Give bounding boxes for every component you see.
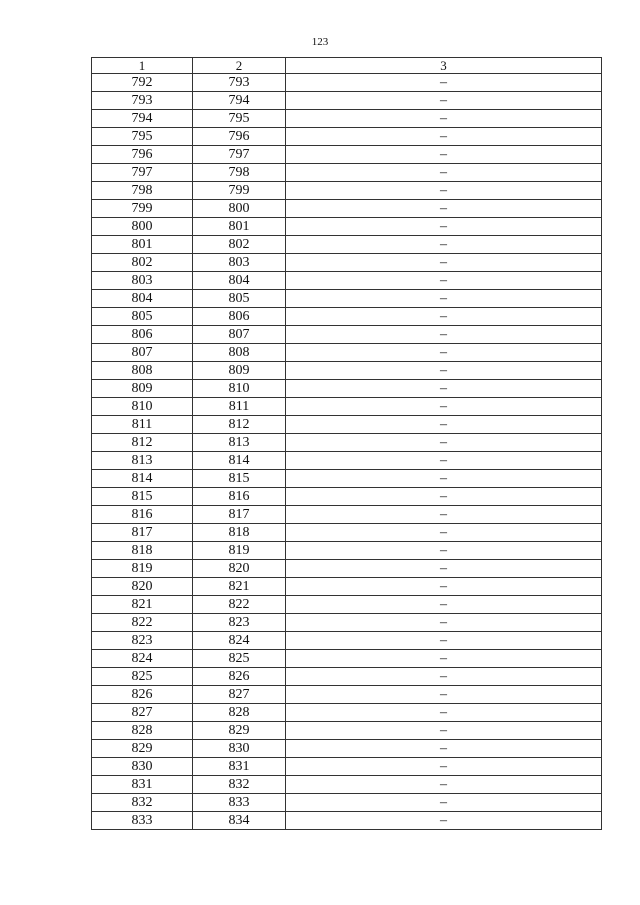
table-row (92, 236, 602, 254)
table-cell-col2: 803 (193, 254, 286, 272)
table-cell-col3: – (286, 542, 602, 560)
table-cell-col2: 804 (193, 272, 286, 290)
table-row (92, 326, 602, 344)
table-cell-col2: 818 (193, 524, 286, 542)
table-row (92, 200, 602, 218)
table-cell-col2: 794 (193, 92, 286, 110)
table-cell-col1: 816 (92, 506, 193, 524)
table-cell-col3: – (286, 308, 602, 326)
table-cell-col2: 822 (193, 596, 286, 614)
table-row (92, 812, 602, 830)
table-row (92, 722, 602, 740)
table-cell-col1: 810 (92, 398, 193, 416)
table-row (92, 704, 602, 722)
table-cell-col1: 796 (92, 146, 193, 164)
table-cell-col1: 808 (92, 362, 193, 380)
table-cell-col3: – (286, 254, 602, 272)
table-cell-col1: 798 (92, 182, 193, 200)
table-cell-col3: – (286, 452, 602, 470)
table-row (92, 596, 602, 614)
table-cell-col3: – (286, 722, 602, 740)
table-cell-col1: 828 (92, 722, 193, 740)
table-cell-col2: 826 (193, 668, 286, 686)
table-cell-col1: 831 (92, 776, 193, 794)
table-cell-col1: 812 (92, 434, 193, 452)
table-cell-col1: 809 (92, 380, 193, 398)
table-cell-col2: 817 (193, 506, 286, 524)
table-cell-col3: – (286, 668, 602, 686)
page-number: 123 (311, 36, 329, 48)
table-cell-col3: – (286, 776, 602, 794)
data-table (91, 57, 602, 830)
table-cell-col2: 805 (193, 290, 286, 308)
table-row (92, 182, 602, 200)
table-row (92, 650, 602, 668)
table-cell-col3: – (286, 650, 602, 668)
table-cell-col1: 799 (92, 200, 193, 218)
table-row (92, 524, 602, 542)
table-cell-col3: – (286, 560, 602, 578)
table-cell-col2: 812 (193, 416, 286, 434)
table-cell-col2: 797 (193, 146, 286, 164)
column-header-2: 2 (193, 58, 286, 74)
table-cell-col3: – (286, 380, 602, 398)
table-cell-col1: 819 (92, 560, 193, 578)
table-cell-col2: 798 (193, 164, 286, 182)
table-cell-col3: – (286, 416, 602, 434)
table-cell-col3: – (286, 236, 602, 254)
table-cell-col2: 802 (193, 236, 286, 254)
table-cell-col1: 804 (92, 290, 193, 308)
table-cell-col1: 805 (92, 308, 193, 326)
table-cell-col3: – (286, 596, 602, 614)
table-row (92, 254, 602, 272)
table-cell-col1: 824 (92, 650, 193, 668)
table-header (92, 58, 602, 74)
table-cell-col1: 795 (92, 128, 193, 146)
table-cell-col2: 806 (193, 308, 286, 326)
table-cell-col2: 830 (193, 740, 286, 758)
table-cell-col1: 815 (92, 488, 193, 506)
table-cell-col2: 823 (193, 614, 286, 632)
table-cell-col1: 830 (92, 758, 193, 776)
table-cell-col1: 806 (92, 326, 193, 344)
table-row (92, 146, 602, 164)
table-cell-col1: 826 (92, 686, 193, 704)
table-cell-col1: 829 (92, 740, 193, 758)
table-cell-col2: 829 (193, 722, 286, 740)
table-cell-col1: 823 (92, 632, 193, 650)
table-cell-col1: 803 (92, 272, 193, 290)
table-cell-col3: – (286, 110, 602, 128)
table-cell-col1: 797 (92, 164, 193, 182)
table-cell-col3: – (286, 434, 602, 452)
table-cell-col1: 811 (92, 416, 193, 434)
table-cell-col3: – (286, 488, 602, 506)
table-row (92, 92, 602, 110)
table-row (92, 362, 602, 380)
table-cell-col3: – (286, 794, 602, 812)
table-row (92, 416, 602, 434)
table-cell-col3: – (286, 524, 602, 542)
table-row (92, 506, 602, 524)
table-cell-col2: 816 (193, 488, 286, 506)
table-cell-col2: 820 (193, 560, 286, 578)
table-cell-col2: 810 (193, 380, 286, 398)
table-row (92, 542, 602, 560)
table-row (92, 308, 602, 326)
table-cell-col1: 821 (92, 596, 193, 614)
table-row (92, 470, 602, 488)
table-row (92, 290, 602, 308)
table-cell-col2: 834 (193, 812, 286, 830)
table-cell-col3: – (286, 362, 602, 380)
table-cell-col1: 822 (92, 614, 193, 632)
table-cell-col3: – (286, 74, 602, 92)
table-cell-col3: – (286, 164, 602, 182)
table-cell-col3: – (286, 290, 602, 308)
table-cell-col1: 820 (92, 578, 193, 596)
table-cell-col1: 833 (92, 812, 193, 830)
table-cell-col1: 814 (92, 470, 193, 488)
table-cell-col2: 801 (193, 218, 286, 236)
table-cell-col3: – (286, 632, 602, 650)
table-cell-col2: 833 (193, 794, 286, 812)
table-cell-col3: – (286, 686, 602, 704)
table-cell-col3: – (286, 146, 602, 164)
table-row (92, 128, 602, 146)
table-cell-col3: – (286, 704, 602, 722)
table-cell-col1: 801 (92, 236, 193, 254)
table-cell-col2: 821 (193, 578, 286, 596)
table-cell-col3: – (286, 398, 602, 416)
table-cell-col2: 813 (193, 434, 286, 452)
table-row (92, 794, 602, 812)
table-cell-col2: 832 (193, 776, 286, 794)
table-cell-col3: – (286, 344, 602, 362)
table-cell-col2: 824 (193, 632, 286, 650)
table-row (92, 488, 602, 506)
table-cell-col3: – (286, 200, 602, 218)
table-cell-col2: 814 (193, 452, 286, 470)
table-row (92, 164, 602, 182)
header-row (92, 58, 602, 74)
table-cell-col3: – (286, 128, 602, 146)
table-row (92, 434, 602, 452)
table-cell-col3: – (286, 92, 602, 110)
table-cell-col1: 813 (92, 452, 193, 470)
table-cell-col3: – (286, 812, 602, 830)
table-cell-col2: 809 (193, 362, 286, 380)
table-cell-col2: 815 (193, 470, 286, 488)
table-cell-col2: 807 (193, 326, 286, 344)
table-body (92, 74, 602, 830)
table-cell-col3: – (286, 506, 602, 524)
table-cell-col2: 831 (193, 758, 286, 776)
table-cell-col1: 792 (92, 74, 193, 92)
table-cell-col2: 796 (193, 128, 286, 146)
table-row (92, 578, 602, 596)
table-cell-col3: – (286, 326, 602, 344)
table-cell-col3: – (286, 758, 602, 776)
table-cell-col2: 825 (193, 650, 286, 668)
table-cell-col2: 819 (193, 542, 286, 560)
table-row (92, 632, 602, 650)
table-cell-col1: 832 (92, 794, 193, 812)
table-cell-col2: 808 (193, 344, 286, 362)
table-row (92, 398, 602, 416)
table-cell-col3: – (286, 740, 602, 758)
table-row (92, 74, 602, 92)
table-cell-col2: 793 (193, 74, 286, 92)
table-row (92, 344, 602, 362)
table-row (92, 758, 602, 776)
column-header-3: 3 (286, 58, 602, 74)
table-cell-col1: 807 (92, 344, 193, 362)
table-cell-col2: 827 (193, 686, 286, 704)
table-row (92, 614, 602, 632)
table-row (92, 272, 602, 290)
table-row (92, 380, 602, 398)
table-cell-col1: 825 (92, 668, 193, 686)
table-cell-col3: – (286, 272, 602, 290)
table-cell-col2: 800 (193, 200, 286, 218)
table-row (92, 686, 602, 704)
table-cell-col1: 800 (92, 218, 193, 236)
table-cell-col3: – (286, 470, 602, 488)
table-cell-col1: 802 (92, 254, 193, 272)
table-cell-col2: 811 (193, 398, 286, 416)
table-cell-col3: – (286, 578, 602, 596)
table-cell-col3: – (286, 182, 602, 200)
table-cell-col1: 794 (92, 110, 193, 128)
table-row (92, 668, 602, 686)
table-row (92, 560, 602, 578)
table-row (92, 452, 602, 470)
table-cell-col3: – (286, 218, 602, 236)
table-cell-col1: 818 (92, 542, 193, 560)
table-row (92, 776, 602, 794)
table-cell-col1: 817 (92, 524, 193, 542)
table-cell-col1: 793 (92, 92, 193, 110)
table-row (92, 110, 602, 128)
table-row (92, 218, 602, 236)
table-cell-col2: 828 (193, 704, 286, 722)
table-cell-col2: 795 (193, 110, 286, 128)
table-row (92, 740, 602, 758)
column-header-1: 1 (92, 58, 193, 74)
table-cell-col2: 799 (193, 182, 286, 200)
table-cell-col1: 827 (92, 704, 193, 722)
table-cell-col3: – (286, 614, 602, 632)
